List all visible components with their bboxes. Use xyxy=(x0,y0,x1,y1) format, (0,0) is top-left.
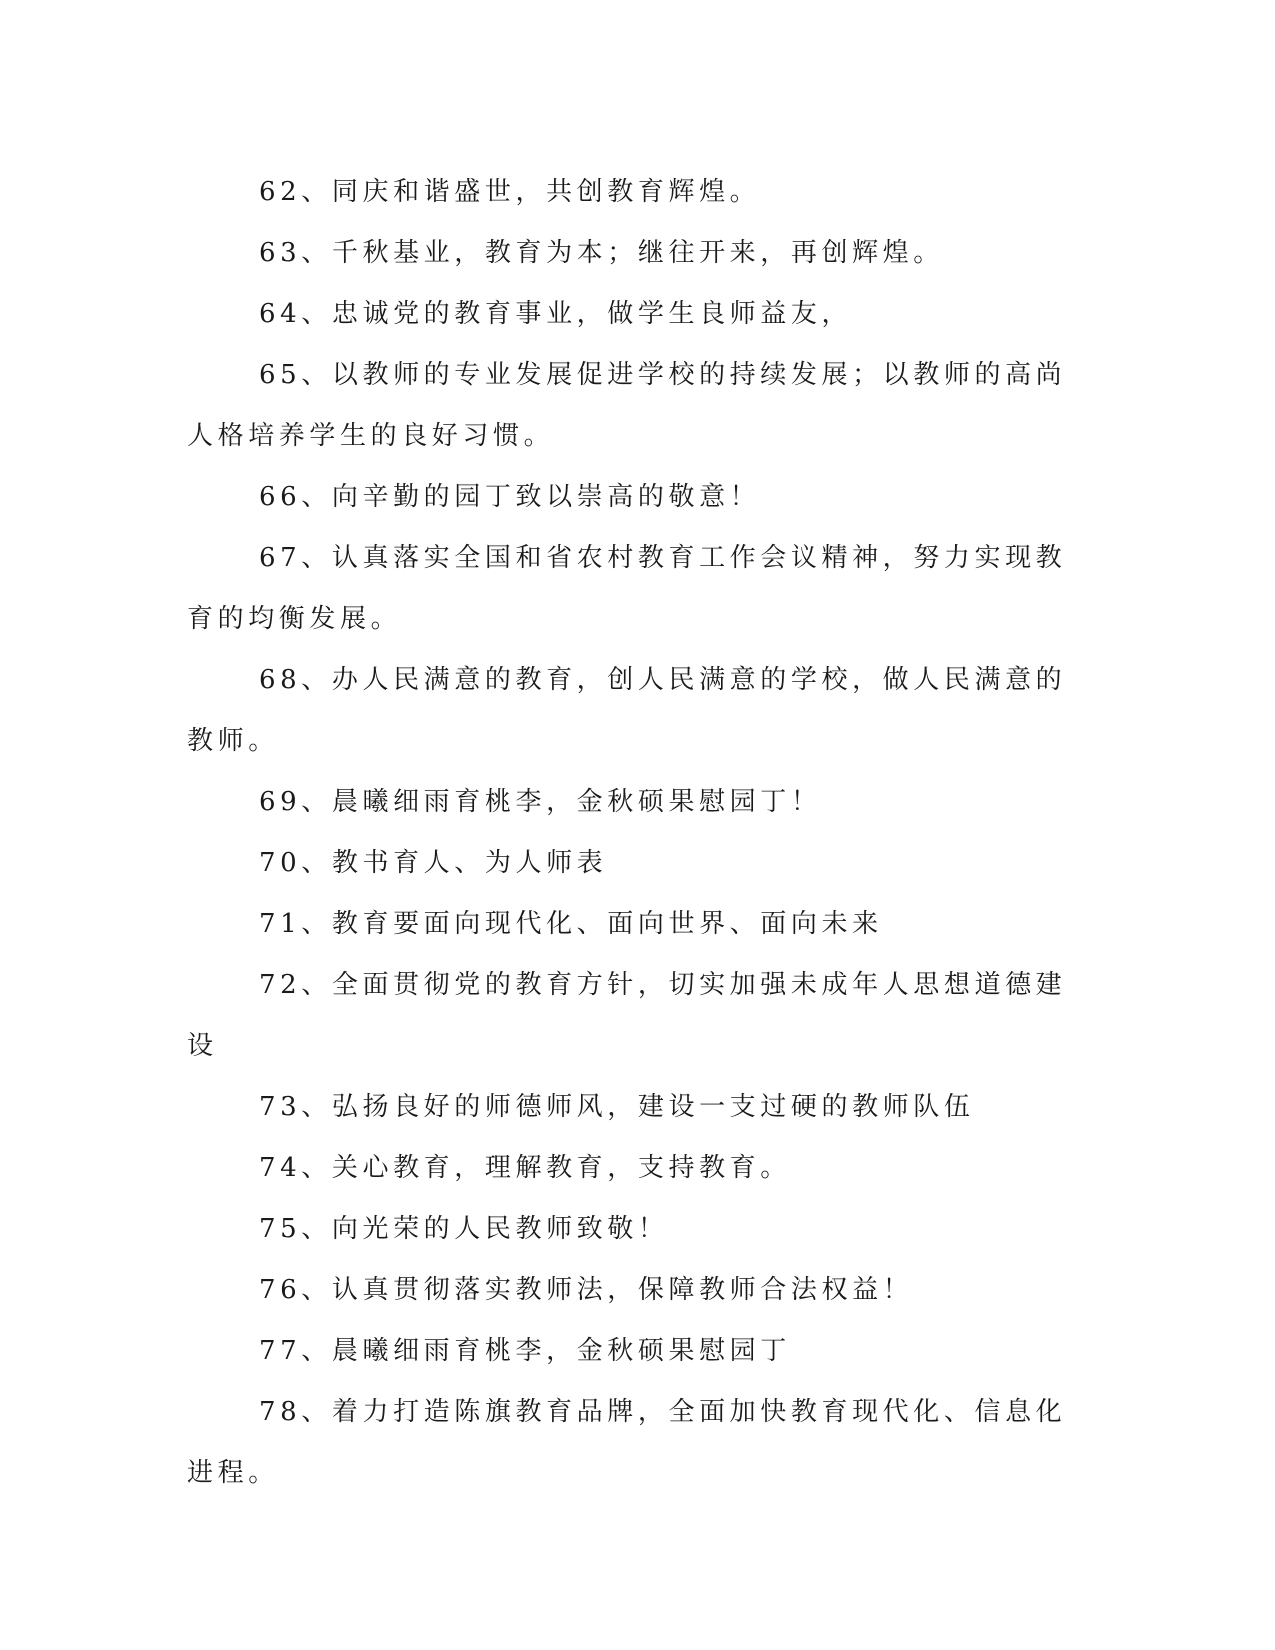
slogan-item: 62、同庆和谐盛世，共创教育辉煌。 xyxy=(259,177,761,207)
slogan-list xyxy=(187,162,1067,1504)
slogan-item: 74、关心教育，理解教育，支持教育。 xyxy=(259,1153,791,1183)
slogan-item: 63、千秋基业，教育为本；继往开来，再创辉煌。 xyxy=(259,238,944,268)
slogan-item: 66、向辛勤的园丁致以崇高的敬意！ xyxy=(259,482,761,512)
slogan-item: 69、晨曦细雨育桃李，金秋硕果慰园丁！ xyxy=(259,787,822,817)
slogan-item: 70、教书育人、为人师表 xyxy=(259,848,608,878)
slogan-item: 72、全面贯彻党的教育方针，切实加强未成年人思想道德建设 xyxy=(187,970,1067,1061)
slogan-item: 73、弘扬良好的师德师风，建设一支过硬的教师队伍 xyxy=(259,1092,975,1122)
slogan-item: 64、忠诚党的教育事业，做学生良师益友， xyxy=(259,299,853,329)
slogan-item: 67、认真落实全国和省农村教育工作会议精神，努力实现教育的均衡发展。 xyxy=(187,543,1067,634)
slogan-item: 65、以教师的专业发展促进学校的持续发展；以教师的高尚人格培养学生的良好习惯。 xyxy=(187,360,1067,451)
slogan-item: 77、晨曦细雨育桃李，金秋硕果慰园丁 xyxy=(259,1336,791,1366)
slogan-item: 78、着力打造陈旗教育品牌，全面加快教育现代化、信息化进程。 xyxy=(187,1397,1067,1488)
slogan-item: 76、认真贯彻落实教师法，保障教师合法权益！ xyxy=(259,1275,914,1305)
slogan-item: 68、办人民满意的教育，创人民满意的学校，做人民满意的教师。 xyxy=(187,665,1067,756)
slogan-item: 75、向光荣的人民教师致敬！ xyxy=(259,1214,669,1244)
slogan-item: 71、教育要面向现代化、面向世界、面向未来 xyxy=(259,909,883,939)
